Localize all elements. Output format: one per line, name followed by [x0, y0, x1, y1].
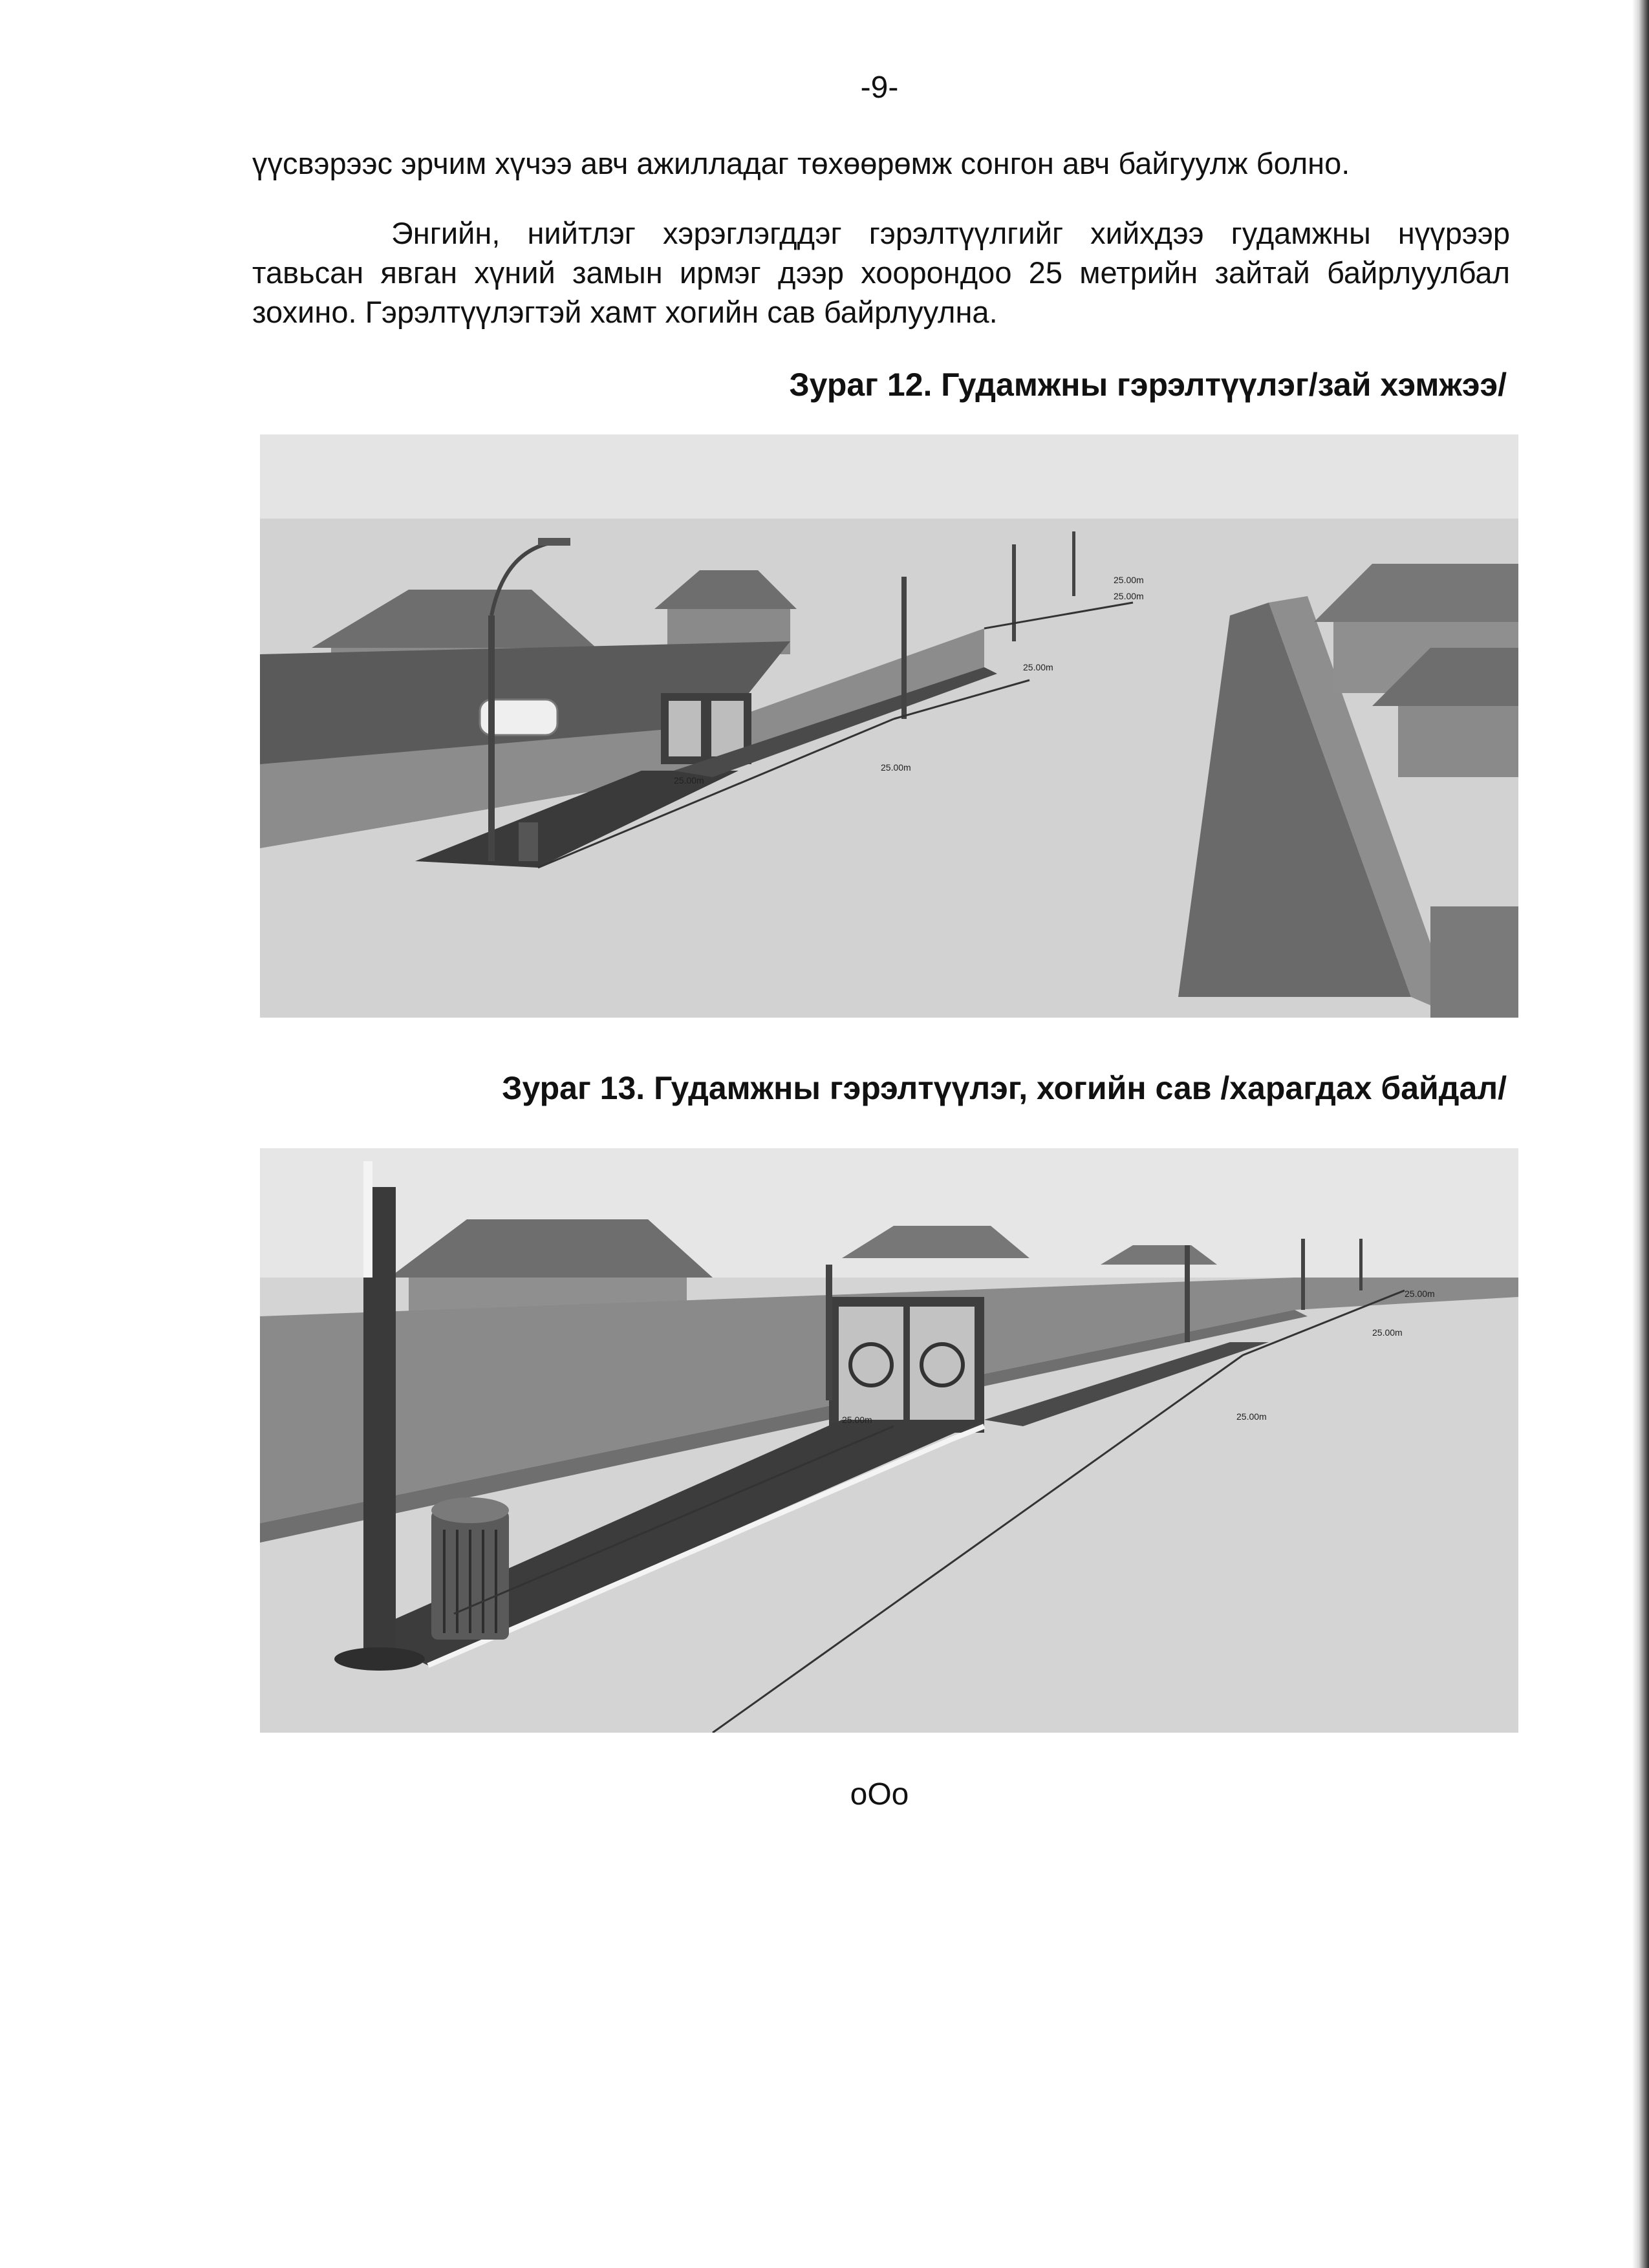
paragraph-2: Энгийн, нийтлэг хэрэглэгддэг гэрэлтүүлгийг хийхдээ гудамжны нүүрээр тавьсан явган хүний замын ирмэг дээр хоорондоо 25 метрийн зайтай байрлуулбал зохино. Гэрэлтүүлэгтэй хамт хогийн сав байрлуулна.: [252, 216, 1510, 329]
figure-13-caption: Зураг 13. Гудамжны гэрэлтүүлэг, хогийн сав /харагдах байдал/: [502, 1070, 1507, 1106]
figure-12-street-lighting-render: [260, 434, 1518, 1018]
figure-13-streetscape-render: [260, 1148, 1518, 1733]
page-number: -9-: [860, 70, 899, 105]
scan-edge: [1632, 0, 1649, 2268]
dimension-label: 25.00m: [1405, 1289, 1435, 1299]
dimension-label: 25.00m: [1023, 662, 1053, 672]
dimension-label: 25.00m: [674, 775, 704, 786]
dimension-label: 25.00m: [1114, 575, 1144, 585]
dimension-label: 25.00m: [1372, 1327, 1403, 1338]
dimension-label: 25.00m: [842, 1415, 872, 1425]
end-mark: oOo: [850, 1777, 909, 1812]
figure-12-caption: Зураг 12. Гудамжны гэрэлтүүлэг/зай хэмжээ/: [789, 367, 1507, 403]
dimension-label: 25.00m: [1114, 591, 1144, 601]
dimension-label: 25.00m: [1236, 1411, 1267, 1422]
dimension-label: 25.00m: [881, 762, 911, 773]
paragraph-1: үүсвэрээс эрчим хүчээ авч ажилладаг төхөөрөмж сонгон авч байгуулж болно.: [252, 146, 1350, 180]
